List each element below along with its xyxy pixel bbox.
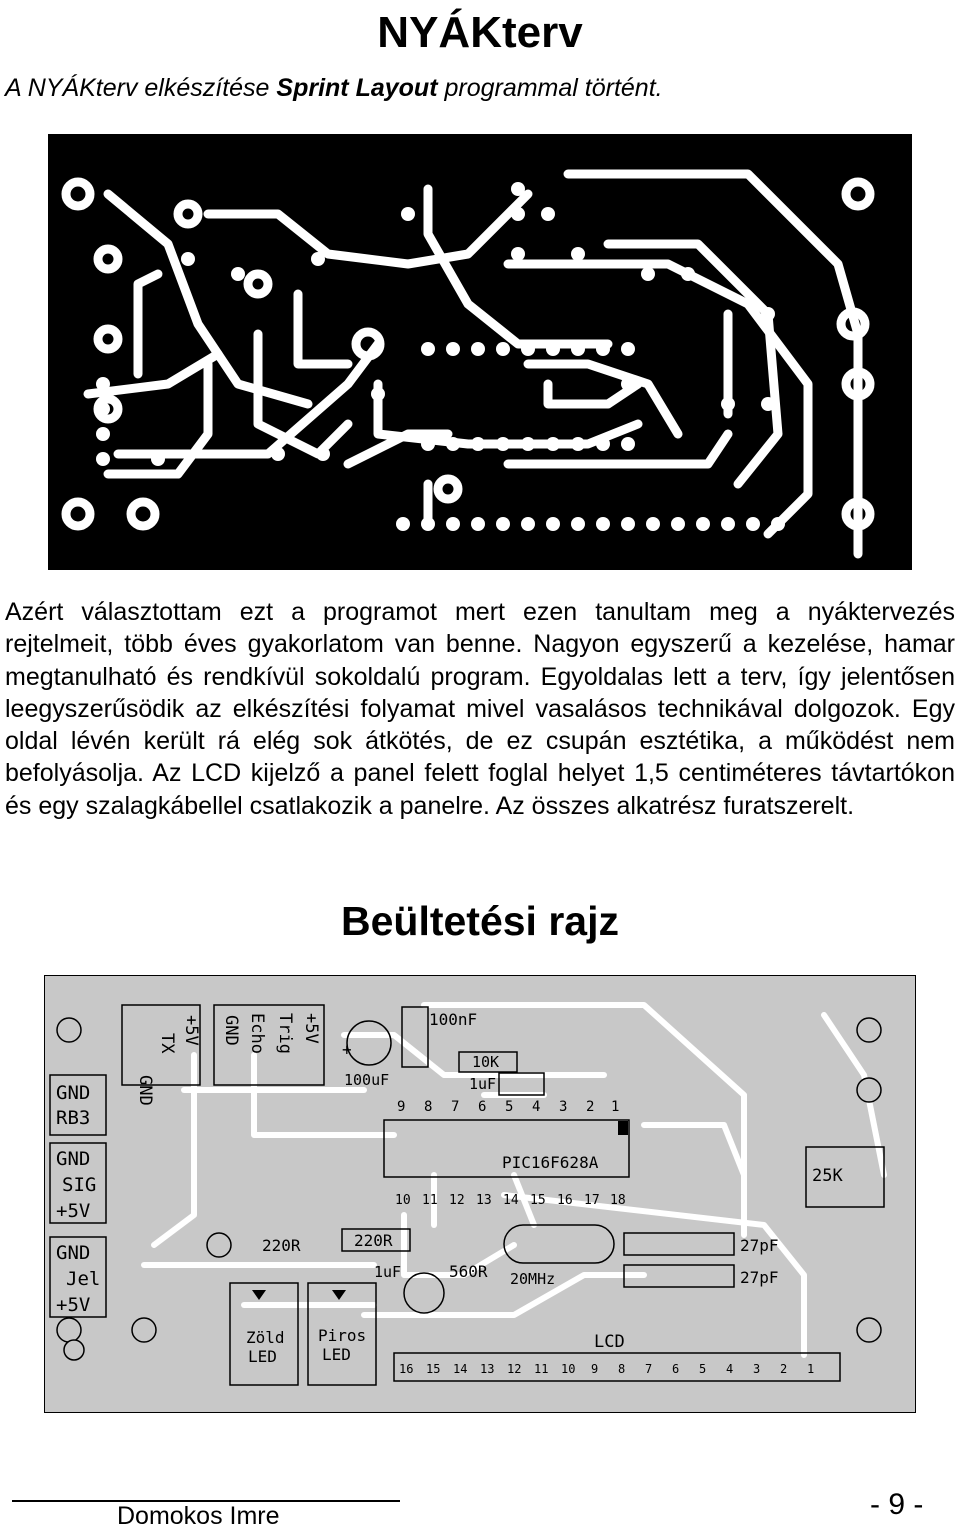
led-green-line1: Zöld xyxy=(246,1328,285,1347)
cap-27pf-b: 27pF xyxy=(740,1268,779,1287)
section-subtitle: Beültetési rajz xyxy=(341,898,619,944)
lcd-pin-4: 4 xyxy=(726,1362,734,1376)
component-placement-image xyxy=(44,975,916,1413)
led-green-line2: LED xyxy=(248,1347,277,1366)
lcd-pin-15: 15 xyxy=(426,1362,441,1376)
led-red-line2: LED xyxy=(322,1345,351,1364)
res-220r-b: 220R xyxy=(354,1231,393,1250)
cap-27pf-a: 27pF xyxy=(740,1236,779,1255)
hdr-sonar-3: +5V xyxy=(301,1013,321,1044)
cap-1uf-bottom: 1uF xyxy=(374,1263,402,1281)
crystal-20mhz: 20MHz xyxy=(510,1270,556,1288)
lcd-pin-12: 12 xyxy=(507,1362,522,1376)
hdr-left3-2: +5V xyxy=(56,1294,91,1316)
pic-pin-12: 12 xyxy=(449,1193,465,1208)
hdr-top-2: +5V xyxy=(181,1015,201,1046)
lcd-pin-10: 10 xyxy=(561,1362,576,1376)
hdr-left3-1: Jel xyxy=(66,1268,101,1290)
lcd-pin-14: 14 xyxy=(453,1362,468,1376)
hdr-top-0: GND xyxy=(135,1075,155,1106)
pic-pin-7: 7 xyxy=(451,1099,460,1115)
footer-author: Domokos Imre xyxy=(117,1502,280,1530)
cap-100nf: 100nF xyxy=(429,1010,478,1029)
pic-pin-4: 4 xyxy=(532,1099,541,1115)
pic-pin-13: 13 xyxy=(476,1193,492,1208)
lcd-pin-16: 16 xyxy=(399,1362,414,1376)
pic-pin-14: 14 xyxy=(503,1193,519,1208)
pic-pin-1: 1 xyxy=(611,1099,620,1115)
pic-pin-5: 5 xyxy=(505,1099,514,1115)
lcd-pin-2: 2 xyxy=(780,1362,788,1376)
hdr-left1-1: RB3 xyxy=(56,1107,91,1129)
lcd-pin-1: 1 xyxy=(807,1362,815,1376)
page-title: NYÁKterv xyxy=(377,8,583,57)
cap-1uf-top: 1uF xyxy=(469,1075,497,1093)
pic-pin-9: 9 xyxy=(397,1099,406,1115)
lcd-pin-11: 11 xyxy=(534,1362,549,1376)
lcd-pin-13: 13 xyxy=(480,1362,495,1376)
pic-pin-18: 18 xyxy=(610,1193,626,1208)
res-10k: 10K xyxy=(472,1053,500,1071)
hdr-sonar-2: Trig xyxy=(275,1013,295,1054)
lcd-pin-3: 3 xyxy=(753,1362,761,1376)
pic-pin-11: 11 xyxy=(422,1193,438,1208)
pic-chip-label: PIC16F628A xyxy=(502,1153,599,1172)
pic-pin-16: 16 xyxy=(557,1193,573,1208)
pic-pin-8: 8 xyxy=(424,1099,433,1115)
hdr-top-1: TX xyxy=(157,1033,177,1054)
description-paragraph: Azért választottam ezt a programot mert ezen tanultam meg a nyáktervezés rejtelmeit, több éves gyakorlatom van benne. Nagyon egyszerű a kezelése, hamar megtanulható és rendkívül sokoldalú program. Egyoldalas lett a terv, így jelentősen leegyszerűsödik az elkészítési folyamat mivel vasalásos technikával dolgozok. Egy oldal lévén került rá elég sok átkötés, de ez csupán esztétika, a működést nem befolyásolja. Az LCD kijelző a panel felett foglal helyet 1,5 centiméteres távtartókon és egy szalagkábellel csatlakozik a panelre. Az összes alkatrész furatszerelt. xyxy=(5,598,955,820)
lcd-label: LCD xyxy=(594,1332,625,1352)
intro-text xyxy=(5,74,663,103)
svg-text:+: + xyxy=(342,1040,352,1059)
hdr-left1-0: GND xyxy=(56,1082,91,1104)
hdr-sonar-0: GND xyxy=(221,1015,241,1046)
pic-pin-6: 6 xyxy=(478,1099,487,1115)
hdr-left3-0: GND xyxy=(56,1242,91,1264)
lcd-pin-8: 8 xyxy=(618,1362,626,1376)
cap-100uf: 100uF xyxy=(344,1071,390,1089)
pic-pin-2: 2 xyxy=(586,1099,595,1115)
page-number: - 9 - xyxy=(870,1488,924,1521)
lcd-pin-9: 9 xyxy=(591,1362,599,1376)
intro-before: A NYÁKterv elkészítése xyxy=(5,74,277,102)
pic-pin-10: 10 xyxy=(395,1193,411,1208)
lcd-pin-5: 5 xyxy=(699,1362,707,1376)
hdr-left2-2: +5V xyxy=(56,1200,91,1222)
pic-pin-17: 17 xyxy=(584,1193,600,1208)
program-name: Sprint Layout xyxy=(276,74,438,102)
lcd-pin-6: 6 xyxy=(672,1362,680,1376)
hdr-left2-0: GND xyxy=(56,1148,91,1170)
pot-25k: 25K xyxy=(812,1166,843,1186)
pcb-layout-image xyxy=(48,134,912,570)
pic-pin-3: 3 xyxy=(559,1099,568,1115)
intro-after: programmal történt. xyxy=(437,74,663,102)
res-220r-a: 220R xyxy=(262,1236,301,1255)
pic-pin-15: 15 xyxy=(530,1193,546,1208)
led-red-line1: Piros xyxy=(318,1326,367,1345)
res-560r: 560R xyxy=(449,1262,488,1281)
hdr-sonar-1: Echo xyxy=(247,1013,267,1054)
lcd-pin-7: 7 xyxy=(645,1362,653,1376)
hdr-left2-1: SIG xyxy=(62,1174,97,1196)
